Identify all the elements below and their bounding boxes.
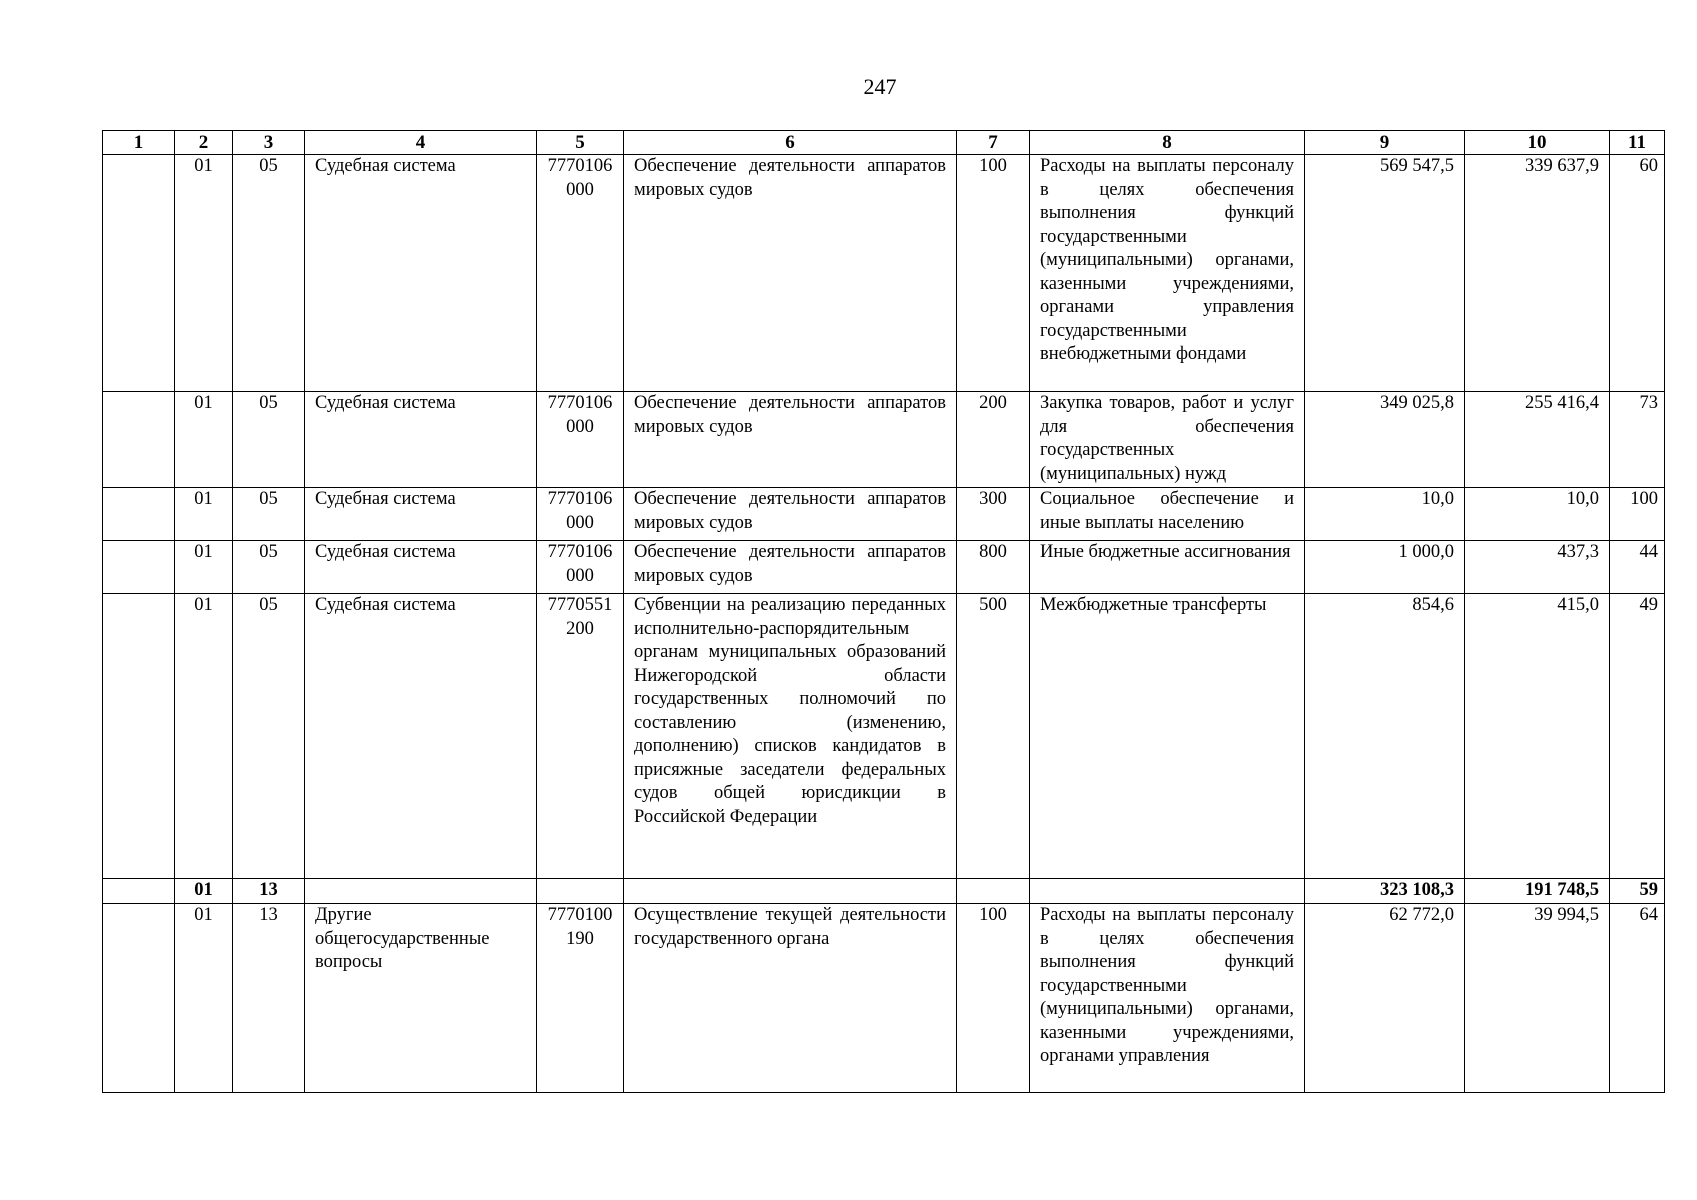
cell-expense-type-name: Расходы на выплаты персоналу в целях обеспечения выполнения функций государственными (муниципальными) органами, казенными учреждениями, органами управления государственными внебюджетными фондами bbox=[1030, 155, 1305, 392]
cell-subsection: 05 bbox=[233, 594, 305, 879]
cell-subsection-name bbox=[305, 879, 537, 904]
column-header: 8 bbox=[1030, 131, 1305, 155]
cell-target-name bbox=[624, 879, 957, 904]
cell-col1 bbox=[103, 541, 175, 594]
table-header-row bbox=[103, 131, 1665, 155]
cell-actual: 39 994,5 bbox=[1465, 904, 1610, 1093]
cell-target-code bbox=[537, 879, 624, 904]
cell-subsection: 05 bbox=[233, 155, 305, 392]
cell-subsection: 05 bbox=[233, 541, 305, 594]
column-header: 11 bbox=[1610, 131, 1665, 155]
cell-plan: 323 108,3 bbox=[1305, 879, 1465, 904]
cell-expense-type-name: Иные бюджетные ассигнования bbox=[1030, 541, 1305, 594]
cell-section: 01 bbox=[175, 541, 233, 594]
cell-section: 01 bbox=[175, 155, 233, 392]
cell-expense-type: 200 bbox=[957, 392, 1030, 488]
table-row bbox=[103, 594, 1665, 879]
cell-percent: 59 bbox=[1610, 879, 1665, 904]
cell-plan: 854,6 bbox=[1305, 594, 1465, 879]
cell-subsection: 13 bbox=[233, 904, 305, 1093]
cell-target-name: Обеспечение деятельности аппаратов мировых судов bbox=[624, 155, 957, 392]
cell-actual: 191 748,5 bbox=[1465, 879, 1610, 904]
table-row bbox=[103, 541, 1665, 594]
cell-expense-type: 100 bbox=[957, 155, 1030, 392]
cell-percent: 64 bbox=[1610, 904, 1665, 1093]
table-row-total bbox=[103, 879, 1665, 904]
page-number: 247 bbox=[863, 74, 897, 99]
cell-actual: 10,0 bbox=[1465, 488, 1610, 541]
cell-col1 bbox=[103, 879, 175, 904]
cell-expense-type-name: Закупка товаров, работ и услуг для обеспечения государственных (муниципальных) нужд bbox=[1030, 392, 1305, 488]
column-header: 1 bbox=[103, 131, 175, 155]
cell-target-code: 7770106000 bbox=[537, 541, 624, 594]
cell-expense-type-name: Расходы на выплаты персоналу в целях обеспечения выполнения функций государственными (муниципальными) органами, казенными учреждениями, органами управления bbox=[1030, 904, 1305, 1093]
cell-actual: 255 416,4 bbox=[1465, 392, 1610, 488]
cell-target-name: Обеспечение деятельности аппаратов мировых судов bbox=[624, 392, 957, 488]
cell-actual: 415,0 bbox=[1465, 594, 1610, 879]
budget-table bbox=[102, 130, 1665, 1093]
cell-subsection-name: Судебная система bbox=[305, 392, 537, 488]
cell-subsection-name: Другие общегосударственные вопросы bbox=[305, 904, 537, 1093]
cell-plan: 349 025,8 bbox=[1305, 392, 1465, 488]
cell-expense-type: 500 bbox=[957, 594, 1030, 879]
column-header: 7 bbox=[957, 131, 1030, 155]
cell-section: 01 bbox=[175, 488, 233, 541]
cell-target-code: 7770106000 bbox=[537, 155, 624, 392]
cell-subsection: 13 bbox=[233, 879, 305, 904]
table-row bbox=[103, 904, 1665, 1093]
cell-subsection-name: Судебная система bbox=[305, 488, 537, 541]
table-row bbox=[103, 488, 1665, 541]
cell-col1 bbox=[103, 594, 175, 879]
cell-percent: 49 bbox=[1610, 594, 1665, 879]
cell-section: 01 bbox=[175, 392, 233, 488]
cell-col1 bbox=[103, 488, 175, 541]
column-header: 10 bbox=[1465, 131, 1610, 155]
column-header: 4 bbox=[305, 131, 537, 155]
cell-expense-type-name: Межбюджетные трансферты bbox=[1030, 594, 1305, 879]
cell-target-name: Субвенции на реализацию переданных исполнительно-распорядительным органам муниципальных образований Нижегородской области государственных полномочий по составлению (изменению, дополнению) списков кандидатов в присяжные заседатели федеральных судов общей юрисдикции в Российской Федерации bbox=[624, 594, 957, 879]
cell-target-code: 7770106000 bbox=[537, 392, 624, 488]
cell-section: 01 bbox=[175, 594, 233, 879]
cell-expense-type: 800 bbox=[957, 541, 1030, 594]
cell-target-name: Обеспечение деятельности аппаратов мировых судов bbox=[624, 541, 957, 594]
cell-subsection-name: Судебная система bbox=[305, 594, 537, 879]
cell-section: 01 bbox=[175, 879, 233, 904]
cell-target-code: 7770106000 bbox=[537, 488, 624, 541]
cell-target-code: 7770100190 bbox=[537, 904, 624, 1093]
cell-plan: 569 547,5 bbox=[1305, 155, 1465, 392]
column-header: 6 bbox=[624, 131, 957, 155]
cell-percent: 100 bbox=[1610, 488, 1665, 541]
cell-expense-type-name: Социальное обеспечение и иные выплаты населению bbox=[1030, 488, 1305, 541]
cell-expense-type bbox=[957, 879, 1030, 904]
cell-percent: 44 bbox=[1610, 541, 1665, 594]
column-header: 9 bbox=[1305, 131, 1465, 155]
cell-col1 bbox=[103, 904, 175, 1093]
cell-expense-type: 100 bbox=[957, 904, 1030, 1093]
cell-subsection: 05 bbox=[233, 392, 305, 488]
cell-col1 bbox=[103, 155, 175, 392]
cell-col1 bbox=[103, 392, 175, 488]
cell-subsection-name: Судебная система bbox=[305, 541, 537, 594]
cell-expense-type-name bbox=[1030, 879, 1305, 904]
cell-plan: 10,0 bbox=[1305, 488, 1465, 541]
column-header: 5 bbox=[537, 131, 624, 155]
column-header: 3 bbox=[233, 131, 305, 155]
cell-percent: 60 bbox=[1610, 155, 1665, 392]
cell-actual: 437,3 bbox=[1465, 541, 1610, 594]
cell-plan: 1 000,0 bbox=[1305, 541, 1465, 594]
table-row bbox=[103, 155, 1665, 392]
cell-subsection: 05 bbox=[233, 488, 305, 541]
cell-expense-type: 300 bbox=[957, 488, 1030, 541]
cell-actual: 339 637,9 bbox=[1465, 155, 1610, 392]
cell-subsection-name: Судебная система bbox=[305, 155, 537, 392]
cell-target-name: Обеспечение деятельности аппаратов мировых судов bbox=[624, 488, 957, 541]
cell-target-name: Осуществление текущей деятельности государственного органа bbox=[624, 904, 957, 1093]
cell-target-code: 7770551200 bbox=[537, 594, 624, 879]
cell-percent: 73 bbox=[1610, 392, 1665, 488]
table-row bbox=[103, 392, 1665, 488]
cell-section: 01 bbox=[175, 904, 233, 1093]
column-header: 2 bbox=[175, 131, 233, 155]
cell-plan: 62 772,0 bbox=[1305, 904, 1465, 1093]
